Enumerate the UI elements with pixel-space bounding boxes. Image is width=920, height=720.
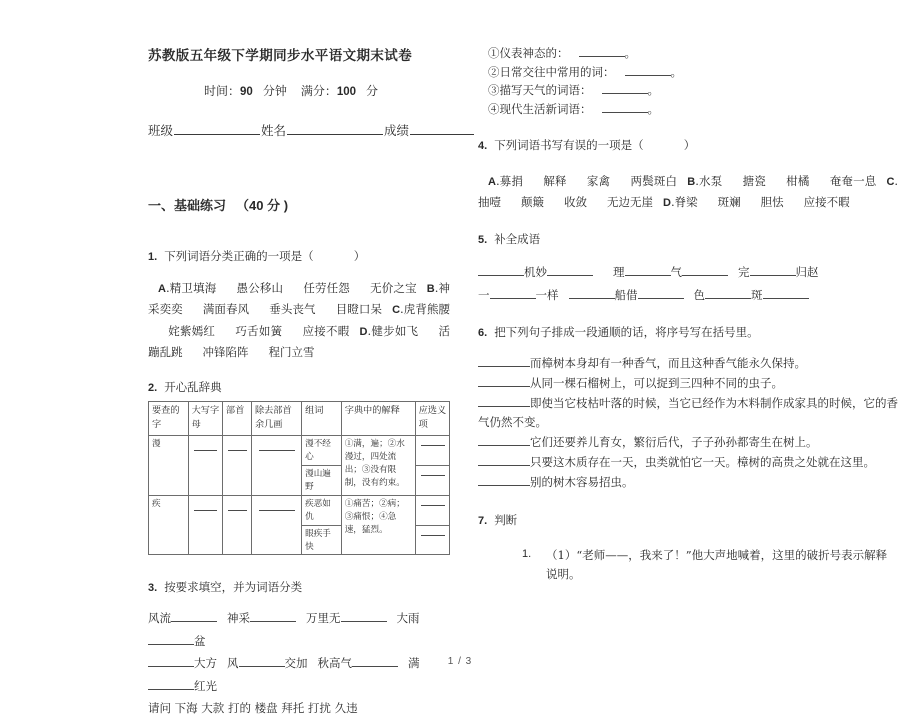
question-2-number: 2. bbox=[148, 382, 158, 395]
order-blank[interactable] bbox=[478, 394, 530, 407]
answer-blank[interactable] bbox=[228, 509, 246, 511]
q3-word-bank: 请问 下海 大款 打的 楼盘 拜托 打扰 久违 bbox=[148, 701, 358, 716]
fill-blank[interactable] bbox=[625, 263, 671, 276]
option-d-letter: D bbox=[359, 325, 368, 338]
question-4-head bbox=[478, 137, 898, 153]
table-header-row bbox=[149, 402, 450, 436]
field-label-class: 班级 bbox=[148, 123, 174, 138]
cell-answer-2a[interactable] bbox=[415, 495, 449, 525]
order-sentence-3-text: 即使当它枝枯叶落的时候，当它已经作为木料制作成家具的时候，它的香气仍然不变。 bbox=[478, 395, 898, 430]
cell-letter-1[interactable] bbox=[188, 436, 222, 496]
cell-answer-1b[interactable] bbox=[415, 466, 449, 496]
answer-blank[interactable] bbox=[421, 444, 445, 446]
score-input-blank[interactable] bbox=[410, 122, 474, 135]
q5-l1-2: 机妙 bbox=[524, 265, 547, 280]
option-b-letter: B bbox=[687, 175, 696, 188]
right-column bbox=[470, 0, 920, 640]
q1-c-4: 应接不暇 bbox=[302, 323, 350, 338]
cell-strokes-1[interactable] bbox=[251, 436, 301, 496]
q1-a-2: 愚公移山 bbox=[236, 281, 284, 295]
section-heading-basic bbox=[148, 195, 450, 214]
fill-blank[interactable] bbox=[490, 286, 536, 299]
q1-b-3: 垂头丧气 bbox=[269, 302, 316, 317]
category-item-2 bbox=[488, 63, 898, 82]
question-5-number: 5. bbox=[478, 234, 488, 247]
field-label-name: 姓名 bbox=[261, 123, 287, 138]
fill-blank[interactable] bbox=[750, 263, 796, 276]
q1-b-4: 目瞪口呆 bbox=[335, 302, 383, 317]
question-4-paren-close: ） bbox=[683, 137, 696, 152]
order-sentence-6 bbox=[478, 473, 898, 493]
order-blank[interactable] bbox=[478, 453, 530, 466]
question-1-options: A.精卫填海 愚公移山 任劳任怨 无价之宝 B.神采奕奕 满面春风 垂头丧气 目瞪口呆 C.虎背熊腰姹紫嫣红 巧舌如簧 应接不暇 D.健步如飞 活蹦乱跳 冲锋陷阵 程门立雪 bbox=[148, 281, 451, 360]
question-2 bbox=[148, 379, 450, 555]
q4-c-2: 颠簸 bbox=[521, 194, 544, 209]
cell-answer-2b[interactable] bbox=[415, 525, 449, 555]
question-2-head bbox=[148, 379, 450, 395]
q1-d-2: 活蹦乱跳 bbox=[148, 323, 451, 360]
answer-blank[interactable] bbox=[421, 504, 445, 506]
cell-word-2a: 疾恶如仇 bbox=[302, 495, 342, 525]
category-period-4: 。 bbox=[647, 101, 659, 116]
question-4-title: 下列词语书写有误的一项是（ bbox=[494, 137, 644, 152]
judge-item-1-number: 1. bbox=[522, 548, 532, 561]
total-unit: 分 bbox=[366, 84, 379, 98]
question-7-title: 判断 bbox=[494, 513, 518, 528]
q5-l2-5: 色 bbox=[693, 287, 705, 302]
q4-b-4: 奄奄一息 bbox=[829, 173, 877, 188]
dictionary-table bbox=[148, 401, 450, 555]
option-a-letter: A bbox=[488, 175, 496, 188]
fill-blank[interactable] bbox=[763, 286, 809, 299]
page-footer bbox=[0, 656, 920, 667]
q4-d-2: 斑斓 bbox=[717, 194, 741, 209]
name-input-blank[interactable] bbox=[287, 122, 383, 135]
question-7-number: 7. bbox=[478, 515, 488, 528]
q5-l1-6: 完 bbox=[738, 265, 750, 280]
category-label-3: ③描写天气的词语： bbox=[488, 83, 592, 98]
col-header-letter: 大写字母 bbox=[188, 402, 222, 436]
answer-blank[interactable] bbox=[259, 449, 294, 451]
question-1-paren-close: ） bbox=[353, 249, 366, 263]
question-4 bbox=[478, 137, 898, 214]
q4-b-2: 搪瓷 bbox=[742, 173, 766, 188]
fill-blank[interactable] bbox=[705, 286, 751, 299]
fill-blank[interactable] bbox=[569, 286, 615, 299]
q5-l2-6: 斑 bbox=[751, 287, 763, 302]
cell-radical-2[interactable] bbox=[222, 495, 251, 555]
order-blank[interactable] bbox=[478, 374, 530, 387]
fill-blank[interactable] bbox=[682, 263, 728, 276]
total-label: 满分： bbox=[300, 84, 337, 98]
cell-word-2b: 眼疾手快 bbox=[302, 525, 342, 555]
q4-c-1: 抽噎 bbox=[478, 194, 501, 209]
q4-c-3: 收敛 bbox=[564, 194, 587, 209]
question-7-head bbox=[478, 512, 898, 528]
fill-blank[interactable] bbox=[638, 286, 684, 299]
category-period-3: 。 bbox=[647, 83, 659, 98]
cell-definition-2: ①痛苦；②病；③痛恨；④急速，猛烈。 bbox=[341, 495, 415, 555]
question-3 bbox=[148, 579, 450, 719]
option-d-letter: D bbox=[663, 196, 671, 209]
q1-c-3: 巧舌如簧 bbox=[235, 323, 283, 338]
question-5 bbox=[478, 231, 898, 306]
q5-l2-2: 一样 bbox=[535, 287, 559, 302]
col-header-definition: 字典中的解释 bbox=[341, 402, 415, 436]
q4-b-1: 水泵 bbox=[698, 173, 723, 188]
student-fields bbox=[148, 121, 450, 139]
answer-blank[interactable] bbox=[259, 509, 294, 511]
q5-l1-5: 气 bbox=[670, 265, 682, 280]
fill-blank[interactable] bbox=[148, 677, 194, 690]
cell-answer-1a[interactable] bbox=[415, 436, 449, 466]
answer-blank[interactable] bbox=[228, 449, 246, 451]
q1-a-1: 精卫填海 bbox=[169, 281, 217, 295]
fill-blank[interactable] bbox=[341, 609, 387, 622]
q3-l1-5: 盆 bbox=[194, 633, 206, 648]
cell-strokes-2[interactable] bbox=[251, 495, 301, 555]
fill-blank[interactable] bbox=[602, 81, 648, 94]
q3-l1-1: 风流 bbox=[148, 611, 171, 626]
question-4-options: A.募捐 解释 家禽 两鬓斑白 B.水泵 搪瓷 柑橘 奄奄一息 C.抽噎 颠簸 收敛 无边无崖 D.脊梁 斑斓 胆怯 应接不暇 bbox=[478, 173, 899, 209]
q1-d-1: 健步如飞 bbox=[371, 323, 419, 338]
class-input-blank[interactable] bbox=[174, 122, 260, 135]
q3-l1-3: 万里无 bbox=[306, 611, 341, 626]
q1-b-1: 神采奕奕 bbox=[148, 281, 450, 317]
question-3-title: 按要求填空，并为词语分类 bbox=[164, 580, 303, 595]
cell-word-1b: 漫山遍野 bbox=[302, 466, 342, 496]
q1-c-2: 姹紫嫣红 bbox=[168, 323, 216, 338]
order-sentence-4 bbox=[478, 433, 898, 453]
q5-l1-4: 理 bbox=[613, 265, 625, 280]
time-label: 时间： bbox=[204, 84, 241, 98]
question-6-number: 6. bbox=[478, 327, 488, 340]
order-sentence-1 bbox=[478, 354, 898, 374]
cell-definition-1: ①满，遍；②水漫过，四处流出；③没有限制，没有约束。 bbox=[341, 436, 415, 496]
question-3-categories bbox=[478, 44, 898, 119]
q1-c-1: 虎背熊腰 bbox=[403, 302, 451, 317]
page-title: 苏教版五年级下学期同步水平语文期末试卷 bbox=[148, 48, 413, 64]
question-1 bbox=[148, 248, 450, 363]
q3-l2-5: 秋高气 bbox=[317, 656, 352, 671]
q1-b-2: 满面春风 bbox=[202, 302, 250, 317]
category-label-2: ②日常交往中常用的词： bbox=[488, 64, 615, 79]
option-b-letter: B bbox=[426, 283, 435, 295]
order-sentence-1-text: 而樟树本身却有一种香气，而且这种香气能永久保持。 bbox=[530, 356, 806, 371]
fill-blank[interactable] bbox=[478, 263, 524, 276]
order-sentence-4-text: 它们还要养儿育女，繁衍后代，子子孙孙都寄生在树上。 bbox=[530, 435, 818, 450]
order-sentence-3 bbox=[478, 394, 898, 434]
q3-l2-3: 风 bbox=[227, 656, 239, 671]
exam-meta bbox=[148, 82, 450, 99]
question-3-head bbox=[148, 579, 450, 595]
answer-blank[interactable] bbox=[421, 534, 445, 536]
table-row bbox=[149, 436, 450, 466]
col-header-strokes: 除去部首余几画 bbox=[251, 402, 301, 436]
category-item-3 bbox=[488, 81, 898, 100]
order-blank[interactable] bbox=[478, 473, 530, 486]
q3-l1-2: 神采 bbox=[227, 611, 250, 626]
cell-radical-1[interactable] bbox=[222, 436, 251, 496]
category-item-4 bbox=[488, 100, 898, 119]
q4-a-2: 解释 bbox=[543, 173, 567, 188]
order-blank[interactable] bbox=[478, 433, 530, 446]
answer-blank[interactable] bbox=[194, 509, 217, 511]
judge-item-1-text: （1）“老师——，我来了！”他大声地喊着，这里的破折号表示解释说明。 bbox=[546, 548, 888, 582]
answer-blank[interactable] bbox=[194, 449, 217, 451]
question-1-head bbox=[148, 248, 450, 264]
option-c-letter: C bbox=[392, 304, 401, 317]
question-1-number: 1. bbox=[148, 251, 158, 263]
question-2-title: 开心乱辞典 bbox=[164, 380, 222, 395]
q4-a-4: 两鬓斑白 bbox=[630, 173, 678, 188]
option-a-letter: A bbox=[158, 283, 166, 295]
question-6-sentences bbox=[478, 354, 898, 492]
fill-blank[interactable] bbox=[250, 609, 296, 622]
q4-c-4: 无边无崖 bbox=[607, 194, 653, 209]
page-number: 1 / 3 bbox=[447, 656, 473, 667]
q1-d-3: 冲锋陷阵 bbox=[202, 345, 249, 360]
fill-blank[interactable] bbox=[625, 63, 671, 76]
section-heading-score: （40 分 ) bbox=[236, 198, 289, 213]
q5-l2-1: 一 bbox=[478, 287, 490, 302]
question-4-number: 4. bbox=[478, 139, 488, 152]
field-label-score: 成绩 bbox=[384, 123, 410, 138]
col-header-radical: 部首 bbox=[222, 402, 251, 436]
fill-blank[interactable] bbox=[602, 100, 648, 113]
table-row bbox=[149, 495, 450, 525]
question-5-blanks bbox=[478, 261, 898, 306]
q3-l1-4: 大雨 bbox=[396, 611, 420, 626]
q1-d-4: 程门立雪 bbox=[268, 345, 315, 360]
order-blank[interactable] bbox=[478, 354, 530, 367]
option-c-letter: C bbox=[886, 175, 895, 188]
order-sentence-2-text: 从同一棵石榴树上，可以捉到三四种不同的虫子。 bbox=[530, 375, 783, 390]
question-1-title: 下列词语分类正确的一项是（ bbox=[164, 249, 314, 263]
fill-blank[interactable] bbox=[579, 44, 625, 57]
category-period-1: 。 bbox=[624, 46, 636, 60]
cell-letter-2[interactable] bbox=[188, 495, 222, 555]
order-sentence-2 bbox=[478, 374, 898, 394]
q4-a-1: 募捐 bbox=[499, 173, 524, 188]
q1-a-3: 任劳任怨 bbox=[303, 281, 350, 295]
fill-blank[interactable] bbox=[171, 609, 217, 622]
order-sentence-5-text: 只要这木质存在一天，虫类就怕它一天。樟树的高贵之处就在这里。 bbox=[530, 454, 875, 469]
question-6-title: 把下列句子排成一段通顺的话，将序号写在括号里。 bbox=[494, 325, 759, 340]
q3-l2-2: 大方 bbox=[194, 656, 217, 671]
question-6-head bbox=[478, 324, 898, 340]
cell-word-1a: 漫不经心 bbox=[302, 436, 342, 466]
col-header-word: 组词 bbox=[302, 402, 342, 436]
col-header-char: 要查的字 bbox=[149, 402, 189, 436]
cell-char-1: 漫 bbox=[149, 436, 189, 496]
fill-blank[interactable] bbox=[547, 263, 593, 276]
q4-d-4: 应接不暇 bbox=[803, 194, 850, 209]
cell-char-2: 疾 bbox=[149, 495, 189, 555]
order-sentence-6-text: 别的树木容易招虫。 bbox=[530, 474, 634, 489]
time-value: 90 bbox=[240, 86, 253, 98]
q4-d-3: 胆怯 bbox=[760, 194, 784, 209]
category-label-1: ①仪表神态的： bbox=[488, 46, 569, 60]
category-period-2: 。 bbox=[670, 64, 682, 79]
time-unit: 分钟 bbox=[262, 84, 287, 98]
q5-l1-7: 归赵 bbox=[795, 265, 819, 280]
answer-blank[interactable] bbox=[421, 474, 445, 476]
category-item-1 bbox=[488, 44, 898, 63]
q4-a-3: 家禽 bbox=[586, 173, 611, 188]
question-3-number: 3. bbox=[148, 582, 158, 595]
fill-blank[interactable] bbox=[148, 632, 194, 645]
question-7 bbox=[478, 512, 898, 583]
question-6 bbox=[478, 324, 898, 492]
q4-d-1: 脊梁 bbox=[674, 194, 698, 209]
q1-a-4: 无价之宝 bbox=[369, 281, 417, 295]
question-5-title: 补全成语 bbox=[494, 232, 541, 247]
q3-l2-4: 交加 bbox=[284, 656, 308, 671]
q4-b-3: 柑橘 bbox=[785, 173, 810, 188]
total-value: 100 bbox=[336, 86, 357, 98]
col-header-answer: 应选义项 bbox=[415, 402, 449, 436]
q3-l2-7: 红光 bbox=[194, 678, 217, 693]
q5-l2-4: 船借 bbox=[614, 287, 638, 302]
section-heading-text: 一、基础练习 bbox=[148, 199, 227, 214]
category-label-4: ④现代生活新词语： bbox=[488, 101, 592, 116]
order-sentence-5 bbox=[478, 453, 898, 473]
q3-l2-6: 满 bbox=[408, 656, 420, 671]
question-5-head bbox=[478, 231, 898, 247]
judge-item-1 bbox=[522, 546, 898, 583]
